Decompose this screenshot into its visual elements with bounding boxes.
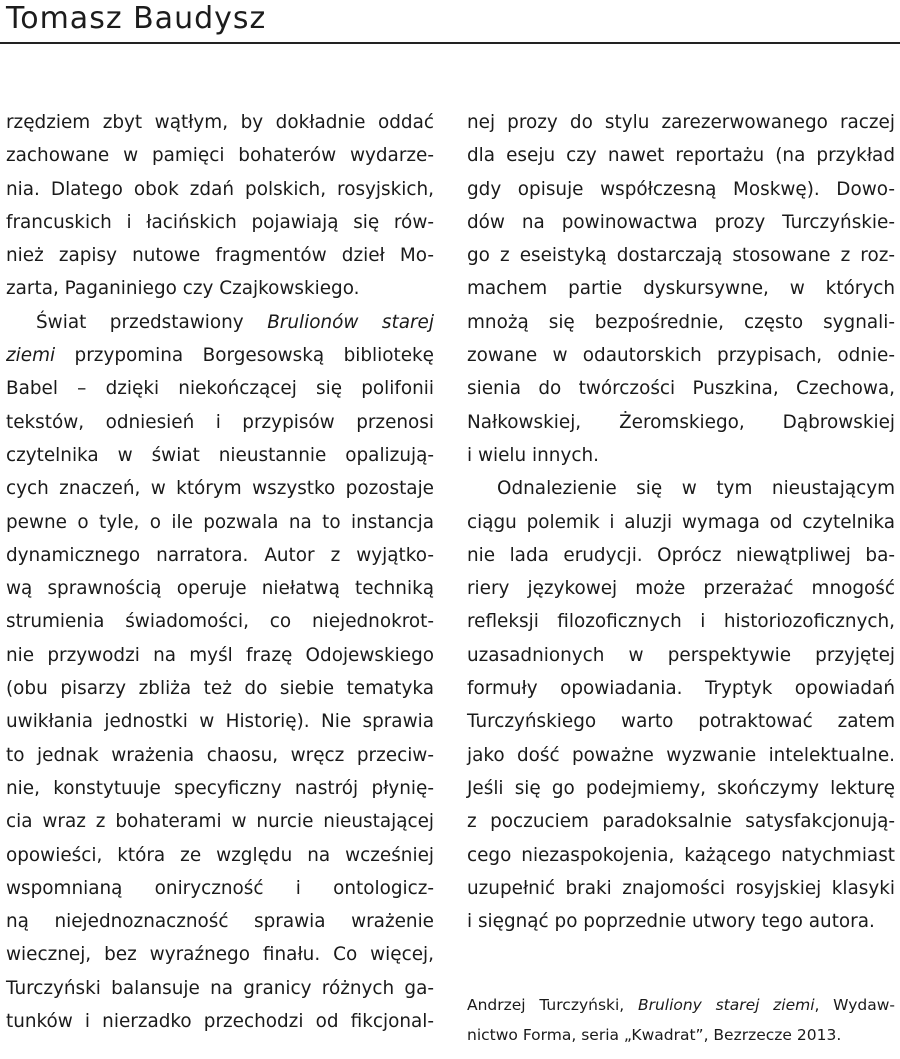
bibliographic-note (467, 990, 895, 1050)
left-column-line: nie przywodzi na myśl frazę Odojewskiego (6, 644, 434, 666)
left-column-line: Turczyński balansuje na granicy różnych ga- (6, 977, 434, 999)
left-column-line: ną niejednoznaczność sprawia wrażenie (6, 911, 434, 933)
left-column-line: nia. Dlatego obok zdań polskich, rosyjskich, (6, 178, 434, 200)
right-column-line: i sięgnąć po poprzednie utwory tego autora. (467, 911, 875, 933)
right-column-line: zowane w odautorskich przypisach, odnie- (467, 345, 895, 367)
header-rule (0, 42, 900, 44)
left-column-line: wą sprawnością operuje niełatwą techniką (6, 578, 434, 600)
right-column-line: mnożą się bezpośrednie, często sygnali- (467, 311, 895, 333)
left-column-line: tekstów, odniesień i przypisów przenosi (6, 411, 434, 433)
right-column-line: jako dość poważne wyzwanie intelektualne. (467, 744, 895, 766)
left-column-line: uwikłania jednostki w Historię). Nie sprawia (6, 711, 434, 733)
right-column-line: Jeśli się go podejmiemy, skończymy lekturę (467, 777, 895, 799)
right-column-line: ciągu polemik i aluzji wymaga od czytelnika (467, 511, 895, 533)
left-column-line: Świat przedstawiony Brulionów starej (36, 311, 434, 333)
left-column-line: wspomnianą oniryczność i ontologicz- (6, 877, 434, 899)
right-column-line: dla eseju czy nawet reportażu (na przykład (467, 145, 895, 167)
left-column-line: francuskich i łacińskich pojawiają się rów- (6, 211, 434, 233)
left-column-line: (obu pisarzy zbliża też do siebie tematyka (6, 678, 434, 700)
left-column-line: rzędziem zbyt wątłym, by dokładnie oddać (6, 112, 434, 133)
right-column-line: machem partie dyskursywne, w których (467, 278, 895, 300)
left-column-line: cych znaczeń, w którym wszystko pozostaje (6, 478, 434, 500)
left-column-line: nie, konstytuuje specyficzny nastrój płynię- (6, 777, 434, 799)
right-column-line: refleksji filozoficznych i historiozoficznych, (467, 611, 895, 633)
left-column-line: tunków i nierzadko przechodzi od fikcjonal- (6, 1011, 434, 1033)
right-column-line: nie lada erudycji. Oprócz niewątpliwej ba- (467, 544, 895, 566)
right-column-line: formuły opowiadania. Tryptyk opowiadań (467, 678, 895, 700)
bibliographic-note-line-1: Andrzej Turczyński, Bruliony starej ziemi, Wydaw- (467, 996, 895, 1014)
right-column (467, 106, 895, 938)
left-column-line: ziemi przypomina Borgesowską bibliotekę (6, 345, 434, 367)
right-column-line: go z eseistyką dostarczają stosowane z roz- (467, 245, 895, 267)
left-column-line: strumienia świadomości, co niejednokrot- (6, 611, 434, 633)
left-column-line: nież zapisy nutowe fragmentów dzieł Mo- (6, 245, 434, 267)
right-column-line: Odnalezienie się w tym nieustającym (497, 478, 895, 500)
book-title: ziemi (6, 345, 56, 367)
left-column (6, 106, 434, 1038)
running-header-author: Tomasz Baudysz (6, 1, 267, 36)
left-column-line: Babel – dzięki niekończącej się polifonii (6, 378, 434, 400)
left-column-line: czytelnika w świat nieustannie opalizują- (6, 444, 434, 466)
right-column-line: riery językowej może przerażać mnogość (467, 578, 895, 600)
right-column-line: gdy opisuje współczesną Moskwę). Dowo- (467, 178, 895, 200)
left-column-line: dynamicznego narratora. Autor z wyjątko- (6, 544, 434, 566)
book-title: Brulionów starej (267, 311, 434, 333)
right-column-line: Nałkowskiej, Żeromskiego, Dąbrowskiej (467, 411, 895, 433)
right-column-line: uzasadnionych w perspektywie przyjętej (467, 644, 895, 666)
left-column-line: opowieści, która ze względu na wcześniej (6, 844, 434, 866)
right-column-line: uzupełnić braki znajomości rosyjskiej klasyki (467, 877, 895, 899)
left-column-line: zachowane w pamięci bohaterów wydarze- (6, 145, 434, 167)
left-column-line: to jednak wrażenia chaosu, wręcz przeciw- (6, 744, 434, 766)
right-column-line: nej prozy do stylu zarezerwowanego raczej (467, 112, 895, 133)
left-column-line: zarta, Paganiniego czy Czajkowskiego. (6, 278, 360, 300)
right-column-line: dów na powinowactwa prozy Turczyńskie- (467, 211, 895, 233)
right-column-line: sienia do twórczości Puszkina, Czechowa, (467, 378, 895, 400)
left-column-line: wiecznej, bez wyraźnego finału. Co więcej, (6, 944, 434, 966)
left-column-line: pewne o tyle, o ile pozwala na to instancja (6, 511, 434, 533)
book-title: Bruliony starej ziemi (637, 996, 815, 1014)
left-column-line: cia wraz z bohaterami w nurcie nieustającej (6, 811, 434, 833)
right-column-line: i wielu innych. (467, 444, 599, 466)
right-column-line: z poczuciem paradoksalnie satysfakcjonują- (467, 811, 895, 833)
right-column-line: cego niezaspokojenia, każącego natychmiast (467, 844, 895, 866)
right-column-line: Turczyńskiego warto potraktować zatem (467, 711, 895, 733)
bibliographic-note-line-2: nictwo Forma, seria „Kwadrat”, Bezrzecze 2013. (467, 1026, 842, 1044)
